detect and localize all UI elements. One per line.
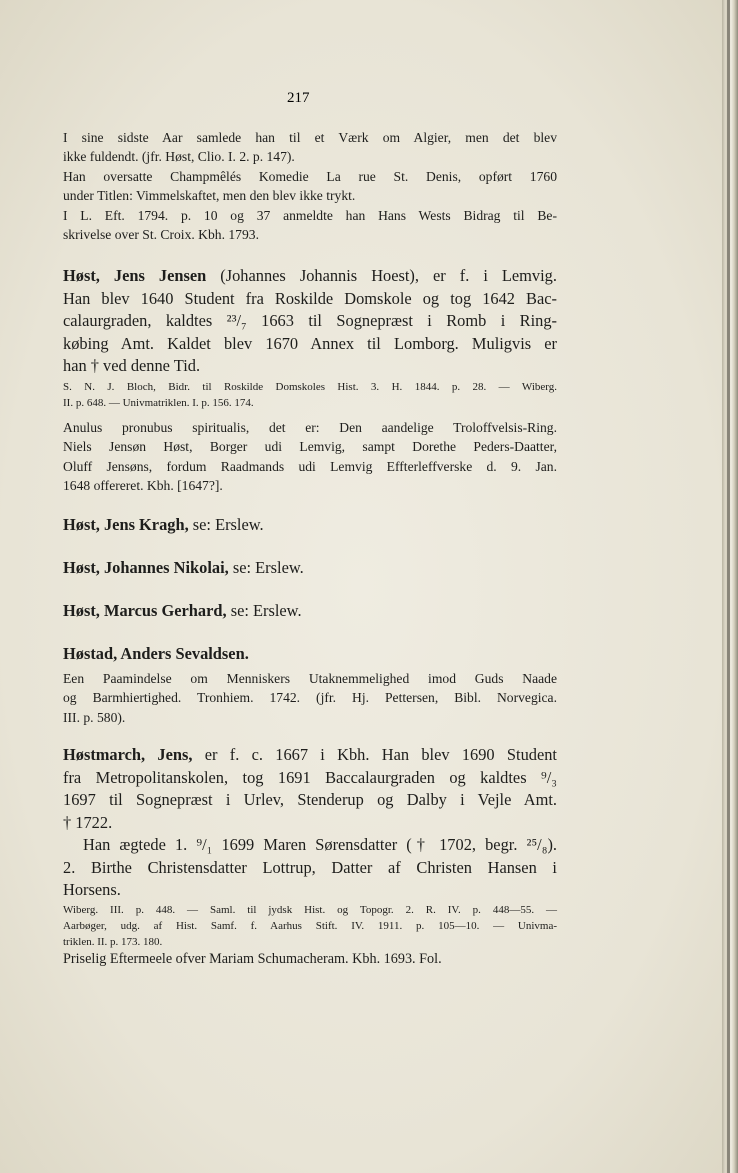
text-line: I sine sidste Aar samlede han til et Værk om Algier, men det blev [63,130,557,145]
text-line: Niels Jensøn Høst, Borger udi Lemvig, sampt Dorethe Peders-Daatter, [63,439,557,455]
text-line: 2. Birthe Christensdatter Lottrup, Datter af Christen Hansen i [63,857,557,877]
text-line: 1697 til Sognepræst i Urlev, Stenderup og Dalby i Vejle Amt. [63,790,557,809]
work-title [63,418,557,496]
text-line: S. N. J. Bloch, Bidr. til Roskilde Domskoles Hist. 3. H. 1844. p. 28. — Wiberg. [63,381,557,393]
text-line: se: Erslew. [228,558,304,577]
text-line: Wiberg. III. p. 448. — Saml. til jydsk Hist. og Topogr. 2. R. IV. p. 448—55. — [63,904,557,916]
entry-heading: Høst, Jens Jensen [63,266,207,285]
entry-hoestad [63,643,557,666]
text-line: Priselig Eftermeele ofver Mariam Schumacheram. Kbh. 1693. Fol. [63,951,442,967]
entry-heading: Høst, Johannes Nikolai, [63,558,229,577]
page-edge [722,0,738,1173]
text-line: 1648 offereret. Kbh. [1647?]. [63,478,223,494]
work-title [63,669,557,727]
text-line: se: Erslew. [188,515,264,534]
cross-reference [63,557,557,580]
text-line: han † ved denne Tid. [63,356,201,375]
page-number: 217 [287,90,310,106]
text-line: Horsens. [63,880,121,899]
text-line: Oluff Jensøns, fordum Raadmands udi Lemvig Effterleffverske d. 9. Jan. [63,458,557,474]
text-line: Han ægtede 1. ⁹/₁ 1699 Maren Sørensdatter († 1702, begr. ²⁵/₈). [83,835,557,854]
cross-reference [63,600,557,623]
text-line: Een Paamindelse om Menniskers Utaknemmelighed imod Guds Naade [63,671,557,686]
text-line: III. p. 580). [63,709,126,725]
work-title [63,950,557,969]
text-line: (Johannes Johannis Hoest), er f. i Lemvig. [206,266,557,285]
text-line: se: Erslew. [226,601,302,620]
cross-reference [63,514,557,537]
entry-heading: Høst, Marcus Gerhard, [63,601,227,620]
text-line: Han blev 1640 Student fra Roskilde Domskole og tog 1642 Bac- [63,288,557,308]
continuation-block [63,128,557,244]
entry-hoestmarch [63,744,557,902]
text-line: triklen. II. p. 173. 180. [63,936,163,948]
entry-heading: Høstad, Anders Sevaldsen. [63,644,249,663]
text-line: og Barmhiertighed. Tronhiem. 1742. (jfr. Hj. Pettersen, Bibl. Norvegica. [63,690,557,706]
text-line: Anulus pronubus spiritualis, det er: Den aandelige Troloffvelsis-Ring. [63,420,557,435]
entry-heading: Høstmarch, Jens, [63,745,193,764]
text-line: ikke fuldendt. (jfr. Høst, Clio. I. 2. p. 147). [63,149,295,165]
text-line: fra Metropolitanskolen, tog 1691 Baccalaurgraden og kaldtes ⁹/₃ [63,767,557,787]
binding-edge [727,0,730,1173]
text-line: II. p. 648. — Univmatriklen. I. p. 156. 174. [63,397,254,409]
text-line: Aarbøger, udg. af Hist. Samf. f. Aarhus Stift. IV. 1911. p. 105—10. — Univma- [63,920,557,932]
text-line: skrivelse over St. Croix. Kbh. 1793. [63,227,259,243]
text-line: er f. c. 1667 i Kbh. Han blev 1690 Student [192,745,557,764]
references [63,379,557,411]
entry-first-line [63,744,557,767]
text-line: calaurgraden, kaldtes ²³/₇ 1663 til Sognepræst i Romb i Ring- [63,311,557,330]
text-line: under Titlen: Vimmelskaftet, men den blev ikke trykt. [63,188,356,204]
entry-heading: Høst, Jens Kragh, [63,515,189,534]
entry-hoest-jens-jensen [63,265,557,378]
text-line: I L. Eft. 1794. p. 10 og 37 anmeldte han Hans Wests Bidrag til Be- [63,207,557,223]
text-line: † 1722. [63,812,113,832]
references [63,902,557,950]
text-line: købing Amt. Kaldet blev 1670 Annex til Lomborg. Muligvis er [63,333,557,353]
entry-first-line [63,265,557,288]
text-line: Han oversatte Champmêlés Komedie La rue St. Denis, opført 1760 [63,168,557,184]
